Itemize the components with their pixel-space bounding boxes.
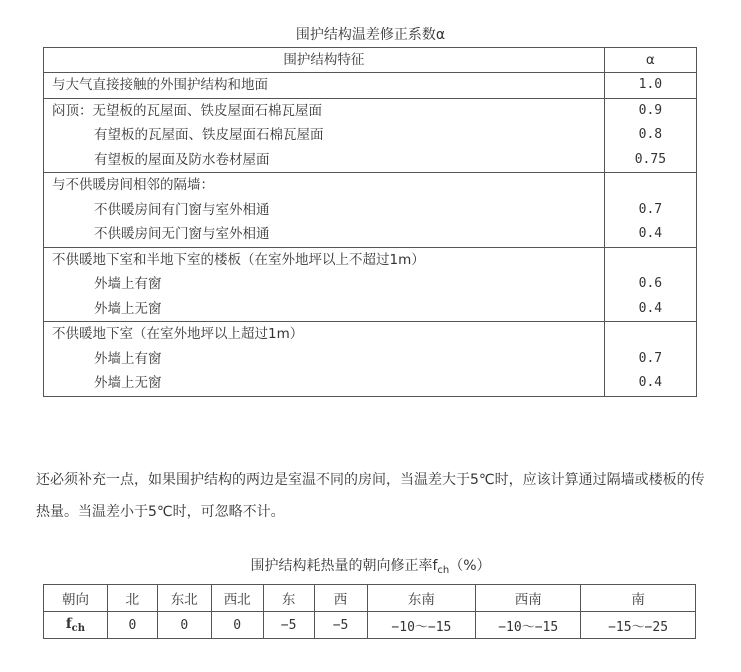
orientation-correction-table bbox=[43, 584, 696, 639]
supplement-paragraph: 还必须补充一点，如果围护结构的两边是室温不同的房间，当温差大于5℃时，应该计算通过隔墙或楼板的传热量。当温差小于5℃时，可忽略不计。 bbox=[36, 472, 705, 520]
fch-label bbox=[44, 612, 108, 639]
alpha-value bbox=[605, 173, 696, 198]
table2-caption-main: 围护结构耗热量的朝向修正率f bbox=[250, 558, 438, 574]
feature-line: 与大气直接接触的外围护结构和地面 bbox=[52, 77, 268, 93]
fch-value: −5 bbox=[263, 612, 314, 639]
group-values bbox=[604, 247, 696, 322]
table1-group-row bbox=[44, 247, 697, 322]
table2-caption-unit: （%） bbox=[449, 558, 491, 574]
table1-group-row bbox=[44, 98, 697, 173]
direction-row bbox=[44, 585, 696, 612]
direction-cell: 东北 bbox=[157, 585, 211, 612]
alpha-value: 0.6 bbox=[638, 276, 663, 291]
feature-line: 不供暖地下室和半地下室的楼板（在室外地坪以上不超过1m） bbox=[52, 251, 425, 268]
feature-line: 外墙上无窗 bbox=[94, 300, 162, 317]
temperature-correction-table bbox=[43, 47, 697, 397]
direction-cell: 西北 bbox=[211, 585, 263, 612]
table1-header-row bbox=[44, 48, 697, 73]
fch-value: −5 bbox=[314, 612, 367, 639]
feature-line: 不供暖地下室（在室外地坪以上超过1m） bbox=[52, 326, 304, 342]
alpha-value bbox=[605, 322, 696, 347]
group-features bbox=[44, 73, 605, 99]
fch-value: −10～−15 bbox=[476, 612, 581, 639]
feature-line: 有望板的瓦屋面、铁皮屋面石棉瓦屋面 bbox=[94, 127, 324, 143]
alpha-value: 0.4 bbox=[638, 300, 663, 316]
alpha-value: 0.4 bbox=[638, 375, 663, 390]
header-feature: 围护结构特征 bbox=[44, 48, 605, 73]
group-values bbox=[604, 173, 696, 248]
alpha-value: 0.75 bbox=[634, 151, 667, 167]
alpha-value: 0.7 bbox=[638, 201, 663, 217]
fch-row bbox=[44, 612, 696, 639]
table1-group-row bbox=[44, 322, 697, 397]
fch-value: 0 bbox=[107, 612, 157, 639]
table1-group-row bbox=[44, 173, 697, 248]
alpha-value: 1.0 bbox=[638, 77, 663, 92]
group-values bbox=[604, 73, 696, 99]
direction-cell: 东 bbox=[263, 585, 314, 612]
fch-value: 0 bbox=[157, 612, 211, 639]
group-values bbox=[604, 322, 696, 397]
direction-cell: 西 bbox=[314, 585, 367, 612]
group-features bbox=[44, 98, 605, 173]
direction-cell: 南 bbox=[581, 585, 696, 612]
table2-caption bbox=[0, 555, 741, 576]
fch-value: 0 bbox=[211, 612, 263, 639]
table2-caption-sub: ch bbox=[437, 565, 450, 576]
feature-line: 外墙上有窗 bbox=[94, 276, 162, 292]
group-values bbox=[604, 98, 696, 173]
fch-value: −15～−25 bbox=[581, 612, 696, 639]
alpha-value: 0.9 bbox=[638, 102, 663, 118]
feature-line: 外墙上无窗 bbox=[94, 375, 162, 391]
feature-line: 不供暖房间有门窗与室外相通 bbox=[94, 201, 270, 218]
feature-line: 闷顶：无望板的瓦屋面、铁皮屋面石棉瓦屋面 bbox=[52, 102, 322, 119]
header-alpha: α bbox=[604, 48, 696, 73]
alpha-value: 0.7 bbox=[638, 350, 663, 366]
fch-value: −10～−15 bbox=[367, 612, 476, 639]
table1-group-row bbox=[44, 73, 697, 99]
alpha-value bbox=[605, 248, 696, 273]
direction-cell: 东南 bbox=[367, 585, 476, 612]
group-features bbox=[44, 322, 605, 397]
feature-line: 不供暖房间无门窗与室外相通 bbox=[94, 226, 270, 242]
direction-label: 朝向 bbox=[44, 585, 108, 612]
group-features bbox=[44, 247, 605, 322]
fch-label-sub: ch bbox=[71, 623, 86, 634]
table1-caption: 围护结构温差修正系数α bbox=[295, 27, 446, 43]
direction-cell: 西南 bbox=[476, 585, 581, 612]
direction-cell: 北 bbox=[107, 585, 157, 612]
alpha-value: 0.8 bbox=[638, 127, 663, 142]
fch-label-main: f bbox=[65, 616, 72, 632]
feature-line: 与不供暖房间相邻的隔墙： bbox=[52, 177, 214, 193]
group-features bbox=[44, 173, 605, 248]
feature-line: 有望板的屋面及防水卷材屋面 bbox=[94, 151, 270, 168]
alpha-value: 0.4 bbox=[638, 226, 663, 241]
feature-line: 外墙上有窗 bbox=[94, 350, 162, 367]
